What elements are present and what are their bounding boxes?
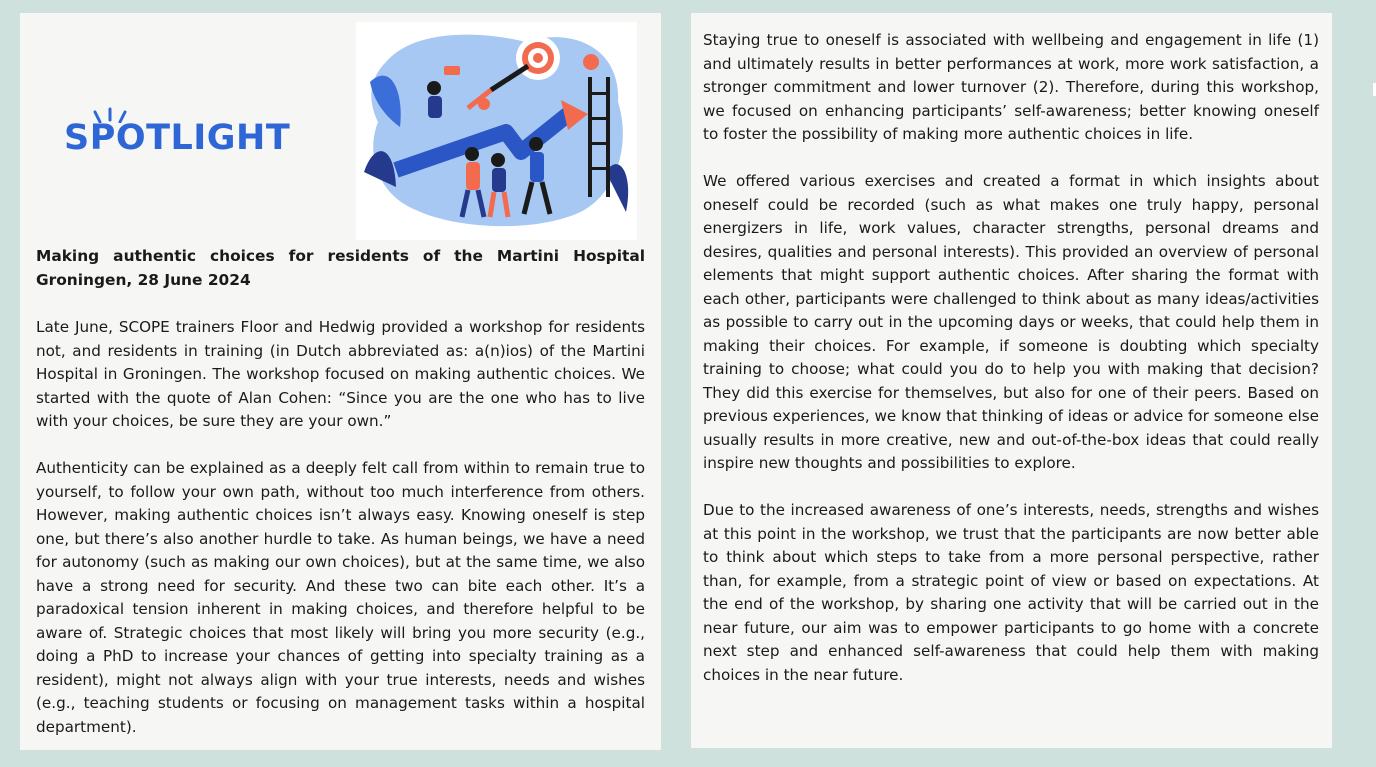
right-column-card: [691, 13, 1332, 748]
team-goal-illustration-icon: [356, 22, 637, 240]
left-paragraph: Authenticity can be explained as a deeply felt call from within to remain true to yourself, to follow your own path, without too much interference from others. However, making authentic choices isn’t always easy. Knowing oneself is step one, but there’s also another hurdle to take. As human beings, we have a need for autonomy (such as making our own choices), but at the same time, we also have a strong need for security. And these two can bite each other. It’s a paradoxical tension inherent in making choices, and therefore helpful to be aware of. Strategic choices that most likely will bring you more security (e.g., doing a PhD to increase your chances of getting into specialty training as a resident), might not always align with your true interests, needs and wishes (e.g., teaching students or focusing on management tasks within a hospital department).: [36, 459, 645, 736]
left-column-card: [20, 13, 661, 750]
left-article-text: [36, 245, 645, 739]
left-paragraph: Late June, SCOPE trainers Floor and Hedwig provided a workshop for residents not, and residents in training (in Dutch abbreviated as: a(n)ios) of the Martini Hospital in Groningen. The workshop focused on making authentic choices. We started with the quote of Alan Cohen: “Since you are the one who has to live with your choices, be sure they are your own.”: [36, 318, 645, 430]
right-paragraph: Staying true to oneself is associated with wellbeing and engagement in life (1) and ultimately results in better performances at work, more work satisfaction, a stronger commitment and lower turnover (2). Therefore, during this workshop, we focused on enhancing participants’ self-awareness; better knowing oneself to foster the possibility of making more authentic choices in life.: [703, 31, 1319, 143]
article-title: Making authentic choices for residents of the Martini Hospital Groningen, 28 June 2024: [36, 247, 645, 289]
right-paragraph: Due to the increased awareness of one’s interests, needs, strengths and wishes at this point in the workshop, we trust that the participants are now better able to think about which steps to take from a more personal perspective, rather than, for example, from a strategic point of view or based on expectations. At the end of the workshop, by sharing one activity that will be carried out in the near future, our aim was to empower participants to go home with a concrete next step and enhanced self-awareness that could help them with making choices in the near future.: [703, 501, 1319, 684]
spotlight-logo: SPOTLIGHT: [64, 118, 291, 158]
right-paragraph: We offered various exercises and created a format in which insights about oneself could be recorded (such as what makes one truly happy, personal energizers in life, work values, character strengths, personal dreams and desires, qualities and personal interests). This provided an overview of personal elements that might support authentic choices. After sharing the format with each other, participants were challenged to think about as many ideas/activities as possible to carry out in the upcoming days or weeks, that could help them in making their choices. For example, if someone is doubting which specialty training to choose; what could you do to help you with making that decision? They did this exercise for themselves, but also for one of their peers. Based on previous experiences, we know that thinking of ideas or advice for someone else usually results in more creative, new and out-of-the-box ideas that could really inspire new thoughts and possibilities to explore.: [703, 172, 1319, 472]
right-article-text: [703, 29, 1319, 687]
